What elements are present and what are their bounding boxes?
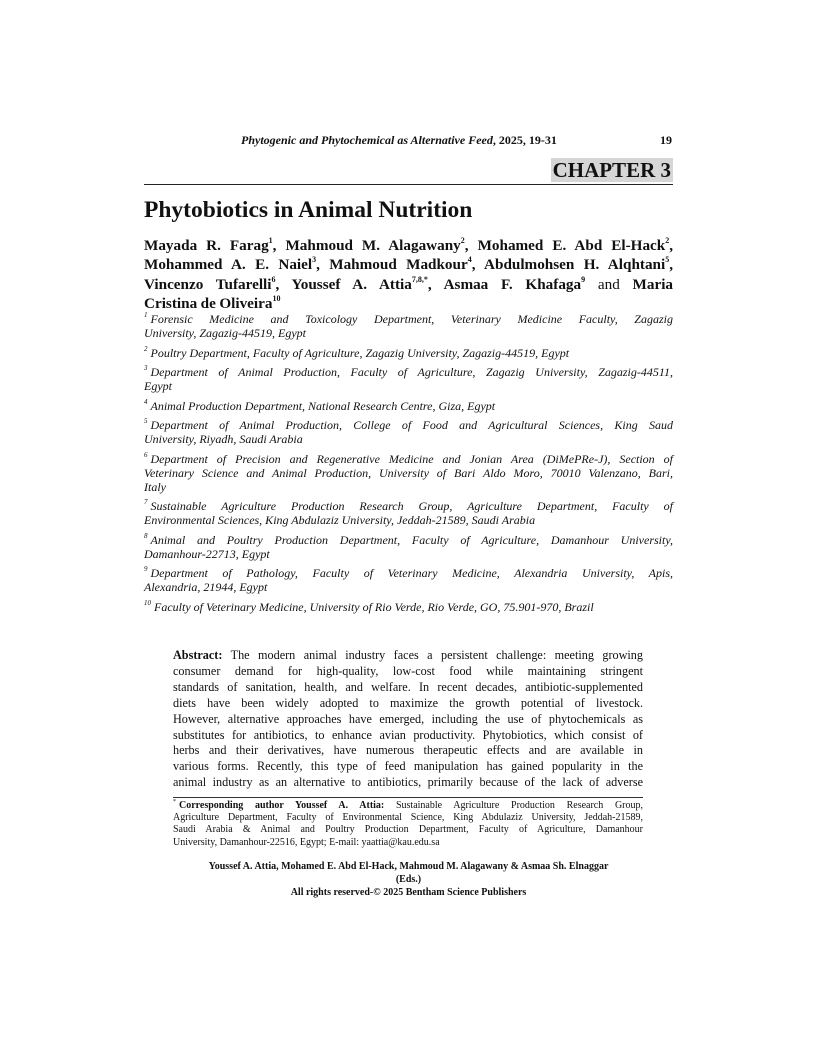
author-name: Abdulmohsen H. Alqhtani <box>484 256 666 274</box>
editor-names: Youssef A. Attia, Mohamed E. Abd El-Hack, Mahmoud M. Alagawany & Asmaa Sh. Elnaggar <box>208 861 609 872</box>
affiliation-list <box>144 312 673 619</box>
editors-block <box>144 860 673 899</box>
author-name: Mahmoud M. Alagawany <box>285 237 461 254</box>
affiliation: $^3$ Department of Animal Production, Faculty of Agriculture, Zagazig University, Zagazig-44511, Egypt <box>144 364 673 393</box>
footnote-divider <box>173 797 643 798</box>
affiliation: $^9$ Department of Pathology, Faculty of Veterinary Medicine, Alexandria University, Apis, Alexandria, 21944, Egypt <box>144 565 673 594</box>
author-line: Cristina de Oliveira$^{10}$ <box>144 293 281 312</box>
author-name: Maria <box>632 275 674 293</box>
journal-citation: Phytogenic and Phytochemical as Alternative Feed, 2025, 19-31 <box>241 133 557 147</box>
author-name: Mahmoud Madkour <box>329 256 468 274</box>
author-line: Mayada R. Farag$^1$, Mahmoud M. Alagawany$^2$, Mohamed E. Abd El-Hack$^2$, <box>144 235 674 254</box>
editors-label: (Eds.) <box>395 874 422 885</box>
affiliation: $^4$ Animal Production Department, National Research Centre, Giza, Egypt <box>144 397 496 413</box>
abstract: Abstract: The modern animal industry faces a persistent challenge: meeting growing consumer demand for high-quality, low-cost food while maintaining stringent standards of sanitation, health, and welfare. In recent decades, antibiotic-supplemented diets have been widely adopted to maximize the growth potential of livestock. However, alternative approaches have emerged, including the use of phytochemicals as substitutes for antibiotics, to enhance avian productivity. Phytobiotics, which consist of herbs and their derivatives, have numerous therapeutic effects and are available in various forms. Recently, this type of feed manipulation has gained popularity in the animal industry as an alternative to antibiotics, primarily because of the lack of adverse <box>173 648 643 790</box>
affiliation: $^1$ Forensic Medicine and Toxicology Department, Veterinary Medicine Faculty, Zagazig University, Zagazig-44519, Egypt <box>144 311 673 340</box>
copyright-notice: All rights reserved-© 2025 Bentham Science Publishers <box>290 887 527 898</box>
author-name: Vincenzo Tufarelli <box>144 275 272 293</box>
affiliation: $^2$ Poultry Department, Faculty of Agriculture, Zagazig University, Zagazig-44519, Egypt <box>144 344 570 360</box>
affiliation: $^{10}$ Faculty of Veterinary Medicine, University of Rio Verde, Rio Verde, GO, 75.901-970, Brazil <box>144 598 594 614</box>
author-name: Youssef A. Attia <box>291 275 412 293</box>
author-list <box>144 236 673 313</box>
affiliation: $^5$ Department of Animal Production, College of Food and Agricultural Sciences, King Saud University, Riyadh, Saudi Arabia <box>144 417 673 446</box>
chapter-title: Phytobiotics in Animal Nutrition <box>144 197 473 223</box>
author-name: Mohammed A. E. Naiel <box>144 256 313 274</box>
author-name: Asmaa F. Khafaga <box>443 275 582 293</box>
author-name: Mohamed E. Abd El-Hack <box>477 237 666 254</box>
author-line: Mohammed A. E. Naiel$^3$, Mahmoud Madkour$^4$, Abdulmohsen H. Alqhtani$^5$, <box>144 255 674 274</box>
affiliation: $^8$ Animal and Poultry Production Department, Faculty of Agriculture, Damanhour University, Damanhour-22713, Egypt <box>144 531 673 561</box>
author-name: Cristina de Oliveira <box>144 294 273 312</box>
author-line: Vincenzo Tufarelli$^6$, Youssef A. Attia$^{7,8,*}$, Asmaa F. Khafaga$^9$ and Maria <box>144 274 674 293</box>
chapter-label: CHAPTER 3 <box>552 158 671 182</box>
affiliation: $^7$ Sustainable Agriculture Production Research Group, Agriculture Department, Faculty of Environmental Sciences, King Abdulaziz University, Jeddah-21589, Saudi Arabia <box>144 498 673 527</box>
page-number: 19 <box>660 133 672 147</box>
corresponding-author-footnote: * Corresponding author Youssef A. Attia: Sustainable Agriculture Production Research Group, Agriculture Department, Faculty of Environmental Science, King Abdulaziz University, Jeddah-21589, Saudi Arabia & Animal and Poultry Production Department, Faculty of Agriculture, Damanhour University, Damanhour-22516, Egypt; E-mail: yaattia@kau.edu.sa <box>173 798 644 848</box>
author-name: Mayada R. Farag <box>144 237 269 254</box>
affiliation: $^6$ Department of Precision and Regenerative Medicine and Jonian Area (DiMePRe-J), Section of Veterinary Science and Animal Production, University of Bari Aldo Moro, 70010 Valenzano, Bari, Italy <box>144 450 673 494</box>
abstract-label: Abstract: <box>173 648 223 662</box>
chapter-heading <box>144 158 673 185</box>
